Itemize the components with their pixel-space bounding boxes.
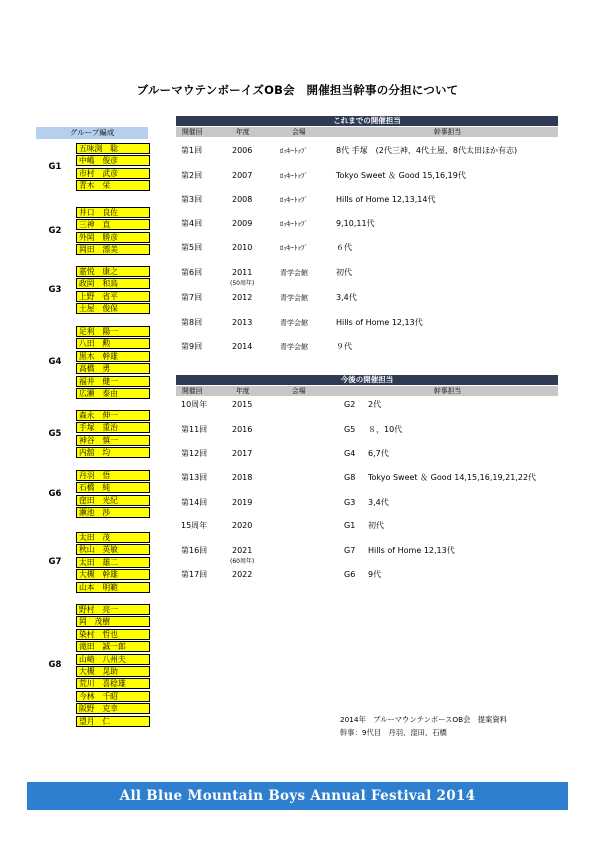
assigned-group: G1	[344, 521, 356, 530]
group-members	[76, 470, 150, 520]
member-name: 福井 健一	[76, 376, 150, 387]
venue: ﾛｯｷｰﾄｯﾌﾟ	[280, 196, 308, 204]
duty: 9代	[368, 570, 382, 579]
year: 2014	[232, 342, 253, 351]
year: 2018	[232, 473, 253, 482]
round-number: 第16回	[181, 546, 208, 555]
member-name: 黒木 幹雄	[76, 351, 150, 362]
assigned-group: G3	[344, 498, 356, 507]
member-name: 八田 勲	[76, 338, 150, 349]
group-members	[76, 326, 150, 400]
year: 2008	[232, 195, 253, 204]
year: 2020	[232, 521, 253, 530]
year-subnote: (50周年)	[230, 280, 255, 287]
future-row	[176, 497, 558, 509]
member-name: 外岡 勝彦	[76, 232, 150, 243]
duty: 6,7代	[368, 449, 389, 458]
venue: 青学会館	[280, 269, 308, 277]
group-label: G1	[48, 161, 62, 172]
duty: 初代	[368, 521, 384, 530]
round-number: 第4回	[181, 219, 203, 228]
future-row	[176, 545, 558, 565]
year: 2012	[232, 293, 253, 302]
member-name: 高橋 勇	[76, 363, 150, 374]
member-name: 三神 直	[76, 219, 150, 230]
future-column-header	[176, 386, 558, 396]
round-number: 第14回	[181, 498, 208, 507]
duty: 3,4代	[368, 498, 389, 507]
future-row	[176, 424, 558, 436]
past-row	[176, 317, 558, 329]
group-label: G8	[48, 660, 62, 670]
member-name: 阪野 克幸	[76, 703, 150, 714]
member-name: 太田 雄二	[76, 557, 150, 568]
member-name: 神谷 慎一	[76, 435, 150, 446]
member-name: 山本 明範	[76, 582, 150, 593]
past-row	[176, 341, 558, 353]
member-name: 大槻 幹雄	[76, 569, 150, 580]
round-number: 第5回	[181, 243, 203, 252]
round-number: 第12回	[181, 449, 208, 458]
future-row	[176, 399, 558, 411]
venue: ﾛｯｷｰﾄｯﾌﾟ	[280, 220, 308, 228]
assigned-group: G8	[344, 473, 356, 482]
assigned-group: G2	[344, 400, 356, 409]
assigned-group: G4	[344, 449, 356, 458]
venue: 青学会館	[280, 294, 308, 302]
member-name: 嘉悦 康之	[76, 266, 150, 277]
past-section-title: これまでの開催担当	[176, 116, 558, 126]
assigned-group: G5	[344, 425, 356, 434]
duty: Hills of Home 12,13代	[336, 318, 423, 327]
year: 2006	[232, 146, 253, 155]
member-name: 内舘 均	[76, 447, 150, 458]
round-number: 10周年	[181, 400, 208, 409]
past-row	[176, 194, 558, 206]
member-name: 岡 茂樹	[76, 616, 150, 627]
year: 2010	[232, 243, 253, 252]
venue: 青学会館	[280, 319, 308, 327]
member-name: 岡田 漂美	[76, 244, 150, 255]
col-year: 年度	[236, 128, 250, 136]
round-number: 第8回	[181, 318, 203, 327]
year: 2007	[232, 171, 253, 180]
duty: Tokyo Sweet ＆ Good 15,16,19代	[336, 171, 466, 180]
year: 2011	[232, 268, 253, 277]
year: 2009	[232, 219, 253, 228]
col-duty: 幹事担当	[434, 128, 462, 136]
member-name: 大槻 晃助	[76, 666, 150, 677]
member-name: 石橋 純	[76, 482, 150, 493]
page-title: ブルーマウテンボーイズOB会 開催担当幹事の分担について	[136, 83, 459, 97]
round-number: 第7回	[181, 293, 203, 302]
member-name: 窪田 光紀	[76, 495, 150, 506]
member-name: 望月 仁	[76, 716, 150, 727]
venue: ﾛｯｷｰﾄｯﾌﾟ	[280, 147, 308, 155]
year: 2016	[232, 425, 253, 434]
member-name: 上野 省平	[76, 291, 150, 302]
round-number: 第9回	[181, 342, 203, 351]
round-number: 第1回	[181, 146, 203, 155]
duty: ８，10代	[368, 425, 403, 434]
duty: 9,10,11代	[336, 219, 375, 228]
member-name: 足利 陽一	[76, 326, 150, 337]
future-row	[176, 569, 558, 581]
member-name: 滝田 誠一郎	[76, 641, 150, 652]
duty: 3,4代	[336, 293, 357, 302]
venue: 青学会館	[280, 343, 308, 351]
future-row	[176, 520, 558, 532]
past-row	[176, 170, 558, 182]
group-members	[76, 207, 150, 257]
duty: 8代 手塚 (2代三神、4代土屋、8代太田ほか有志)	[336, 146, 518, 155]
group-label: G5	[48, 428, 62, 439]
future-row	[176, 448, 558, 460]
col-venue: 会場	[292, 387, 306, 395]
member-name: 青木 栄	[76, 180, 150, 191]
col-venue: 会場	[292, 128, 306, 136]
venue: ﾛｯｷｰﾄｯﾌﾟ	[280, 244, 308, 252]
member-name: 市村 武彦	[76, 168, 150, 179]
member-name: 山崎 八州夫	[76, 654, 150, 665]
member-name: 丹羽 悟	[76, 470, 150, 481]
year: 2021	[232, 546, 253, 555]
col-year: 年度	[236, 387, 250, 395]
member-name: 野村 亮一	[76, 604, 150, 615]
duty: ９代	[336, 342, 352, 351]
assigned-group: G6	[344, 570, 356, 579]
col-no: 開催回	[182, 128, 203, 136]
year: 2017	[232, 449, 253, 458]
duty: 初代	[336, 268, 352, 277]
col-no: 開催回	[182, 387, 203, 395]
round-number: 第2回	[181, 171, 203, 180]
group-label: G7	[48, 557, 62, 567]
member-name: 今林 千昭	[76, 691, 150, 702]
year: 2019	[232, 498, 253, 507]
group-members	[76, 266, 150, 316]
note-line1: 2014年 ブルーマウンテンボースOB会 提案資料	[340, 715, 507, 724]
group-label: G3	[48, 284, 62, 295]
group-header: グループ編成	[36, 127, 148, 139]
past-row	[176, 145, 558, 157]
group-members	[76, 532, 150, 594]
group-label: G4	[48, 357, 62, 368]
past-row	[176, 242, 558, 254]
group-members	[76, 410, 150, 460]
note-line2: 幹事：9代目 丹羽、窪田、石橋	[340, 728, 447, 737]
group-members	[76, 604, 150, 728]
member-name: 染村 哲也	[76, 629, 150, 640]
member-name: 土屋 俊保	[76, 303, 150, 314]
round-number: 第11回	[181, 425, 208, 434]
past-row	[176, 292, 558, 304]
year: 2013	[232, 318, 253, 327]
member-name: 井口 良佐	[76, 207, 150, 218]
future-section-title: 今後の開催担当	[176, 375, 558, 385]
member-name: 太田 茂	[76, 532, 150, 543]
past-row	[176, 267, 558, 287]
member-name: 手塚 重治	[76, 422, 150, 433]
member-name: 五味渕 聡	[76, 143, 150, 154]
group-label: G2	[48, 225, 62, 236]
round-number: 第17回	[181, 570, 208, 579]
footer-banner: All Blue Mountain Boys Annual Festival 2014	[27, 782, 568, 810]
assigned-group: G7	[344, 546, 356, 555]
member-name: 政岡 和鳥	[76, 278, 150, 289]
round-number: 15周年	[181, 521, 208, 530]
member-name: 荒川 喜稔雄	[76, 678, 150, 689]
venue: ﾛｯｷｰﾄｯﾌﾟ	[280, 172, 308, 180]
round-number: 第13回	[181, 473, 208, 482]
member-name: 瀬池 渉	[76, 507, 150, 518]
duty: ６代	[336, 243, 352, 252]
member-name: 中嶋 俊彦	[76, 155, 150, 166]
duty: Hills of Home 12,13,14代	[336, 195, 436, 204]
year: 2022	[232, 570, 253, 579]
round-number: 第3回	[181, 195, 203, 204]
col-duty: 幹事担当	[434, 387, 462, 395]
year-subnote: (60周年)	[230, 558, 255, 565]
group-label: G6	[48, 488, 62, 499]
past-row	[176, 218, 558, 230]
duty: 2代	[368, 400, 382, 409]
future-row	[176, 472, 558, 484]
past-column-header	[176, 127, 558, 137]
duty: Hills of Home 12,13代	[368, 546, 455, 555]
duty: Tokyo Sweet ＆ Good 14,15,16,19,21,22代	[368, 473, 537, 482]
member-name: 森永 伸一	[76, 410, 150, 421]
year: 2015	[232, 400, 253, 409]
group-members	[76, 143, 150, 193]
member-name: 秋山 英敏	[76, 544, 150, 555]
round-number: 第6回	[181, 268, 203, 277]
member-name: 広瀬 泰由	[76, 388, 150, 399]
